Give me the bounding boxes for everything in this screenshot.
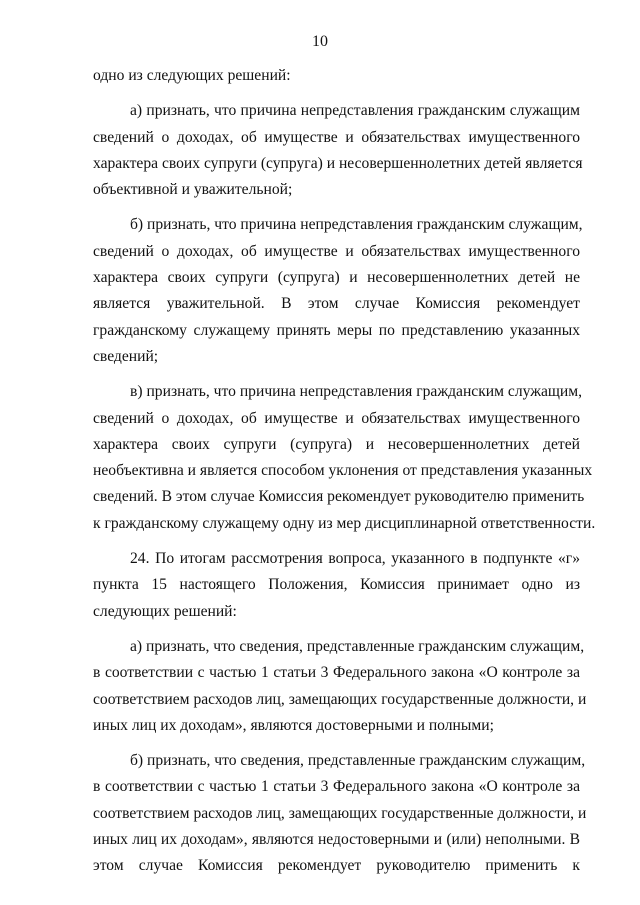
text-line: является уважительной. В этом случае Комиссия рекомендует [93,295,580,313]
text-line: в) признать, что причина непредставления гражданским служащим, [130,383,583,401]
paragraph-option-a [93,98,583,203]
paragraph-option-b [93,212,583,370]
text-line: характера своих супруги (супруга) и несовершеннолетних детей не [93,269,580,287]
paragraph-option-v [93,379,596,537]
text-line: сведений о доходах, об имуществе и обязательствах имущественного [93,409,580,427]
text-line: в соответствии с частью 1 статьи 3 Федерального закона «О контроле за [93,778,580,796]
text-line: гражданскому служащему принять меры по представлению указанных [93,321,580,339]
text-line: необъективна и является способом уклонения от представления указанных [93,462,593,480]
text-line: иных лиц их доходам», являются недостоверными и (или) неполными. В [93,831,580,849]
text-line: объективной и уважительной; [93,181,293,199]
paragraph-item-24-option-b [93,748,587,879]
text-line: характера своих супруги (супруга) и несовершеннолетних детей [93,435,580,453]
text-line: одно из следующих решений: [93,67,291,84]
text-line: соответствием расходов лиц, замещающих государственные должности, и [93,690,587,708]
paragraph-item-24 [93,546,580,625]
text-line: сведений. В этом случае Комиссия рекомендует руководителю применить [93,488,585,506]
paragraph-continuation [93,63,580,89]
page-number: 10 [312,33,328,50]
text-line: б) признать, что причина непредставления гражданским служащим, [130,216,583,234]
text-line: а) признать, что сведения, представленные гражданским служащим, [130,637,585,655]
text-line: к гражданскому служащему одну из мер дисциплинарной ответственности. [93,514,596,532]
text-line: характера своих супруги (супруга) и несовершеннолетних детей является [93,154,583,172]
text-line: сведений; [93,347,159,365]
text-line: следующих решений: [93,602,237,620]
paragraph-item-24-option-a [93,634,587,739]
text-line: сведений о доходах, об имуществе и обязательствах имущественного [93,128,580,146]
text-line: соответствием расходов лиц, замещающих государственные должности, и [93,804,587,822]
text-line: в соответствии с частью 1 статьи 3 Федерального закона «О контроле за [93,664,580,682]
text-line: 24. По итогам рассмотрения вопроса, указанного в подпункте «г» [130,550,580,568]
text-line: а) признать, что причина непредставления гражданским служащим [130,102,580,120]
document-body [93,63,596,880]
text-line: этом случае Комиссия рекомендует руководителю применить к [93,857,580,875]
text-line: пункта 15 настоящего Положения, Комиссия принимает одно из [93,576,580,594]
text-line: иных лиц их доходам», являются достоверными и полными; [93,716,494,734]
text-line: сведений о доходах, об имуществе и обязательствах имущественного [93,242,580,260]
text-line: б) признать, что сведения, представленные гражданским служащим, [130,752,586,770]
